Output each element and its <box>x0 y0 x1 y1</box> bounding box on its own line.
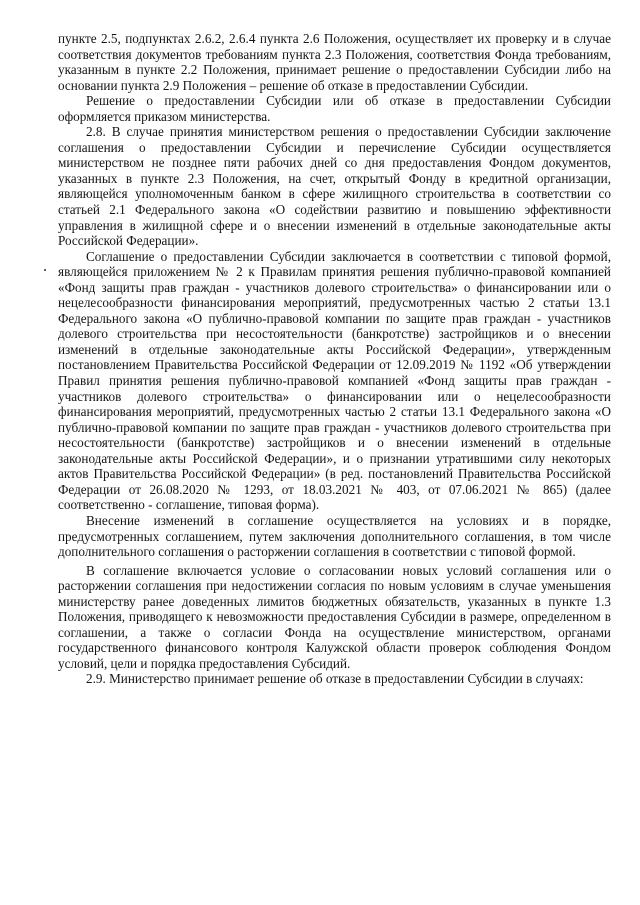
paragraph-decision-order: Решение о предоставлении Субсидии или об отказе в предоставлении Субсидии оформляется приказом министерства. <box>58 93 611 124</box>
paragraph-2-8: 2.8. В случае принятия министерством решения о предоставлении Субсидии заключение соглашения о предоставлении Субсидии и перечисление Субсидии осуществляется министерством не позднее пяти рабочих дней со дня предоставления Фондом документов, указанных в пункте 2.3 Положения, на счет, открытый Фонду в кредитной организации, являющейся уполномоченным банком в сфере жилищного строительства в соответствии со статьей 2.1 Федерального закона «О содействии развитию и повышению эффективности управления в жилищной сфере и о внесении изменений в отдельные законодательные акты Российской Федерации». <box>58 124 611 249</box>
margin-mark <box>44 269 46 271</box>
paragraph-agreement-form: Соглашение о предоставлении Субсидии заключается в соответствии с типовой формой, являющейся приложением № 2 к Правилам принятия решения публично-правовой компанией «Фонд защиты прав граждан - участников долевого строительства» о финансировании или о нецелесообразности финансирования мероприятий, предусмотренных частью 2 статьи 13.1 Федерального закона «О публично-правовой компании по защите прав граждан - участников долевого строительства при несостоятельности (банкротстве) застройщиков и о внесении изменений в отдельные законодательные акты Российской Федерации», утвержденным постановлением Правительства Российской Федерации от 12.09.2019 № 1192 «Об утверждении Правил принятия решения публично-правовой компанией «Фонд защиты прав граждан - участников долевого строительства» о финансировании или о нецелесообразности финансирования мероприятий, предусмотренных частью 2 статьи 13.1 Федерального закона «О публично-правовой компании по защите прав граждан - участников долевого строительства при несостоятельности (банкротстве) застройщиков и о внесении изменений в отдельные законодательные акты Российской Федерации», и о признании утратившими силу некоторых актов Правительства Российской Федерации» (в ред. постановлений Правительства Российской Федерации от 26.08.2020 № 1293, от 18.03.2021 № 403, от 07.06.2021 № 865) (далее соответственно - соглашение, типовая форма). <box>58 248 611 513</box>
paragraph-agreement-conditions: В соглашение включается условие о согласовании новых условий соглашения или о расторжении соглашения при недостижении согласия по новым условиям в случае уменьшения министерству ранее доведенных лимитов бюджетных обязательств, указанных в пункте 1.3 Положения, приводящего к невозможности предоставления Субсидии в размере, определенном в соглашении, а также о согласии Фонда на осуществление министерством, органами государственного финансового контроля Калужской области проверок соблюдения Фондом условий, цели и порядка предоставления Субсидий. <box>58 562 611 671</box>
document-body <box>58 31 611 687</box>
paragraph-amendments: Внесение изменений в соглашение осуществляется на условиях и в порядке, предусмотренных соглашением, путем заключения дополнительного соглашения, в том числе дополнительного соглашения о расторжении соглашения в соответствии с типовой формой. <box>58 512 611 560</box>
paragraph-2-9: 2.9. Министерство принимает решение об отказе в предоставлении Субсидии в случаях: <box>86 671 584 687</box>
paragraph-continuation: пункте 2.5, подпунктах 2.6.2, 2.6.4 пункта 2.6 Положения, осуществляет их проверку и в случае соответствия документов требованиям пункта 2.3 Положения, соответствия Фонда требованиям, указанным в пункте 2.2 Положения, принимает решение о предоставлении Субсидии либо на основании пункта 2.9 Положения – решение об отказе в предоставлении Субсидии. <box>58 31 611 93</box>
